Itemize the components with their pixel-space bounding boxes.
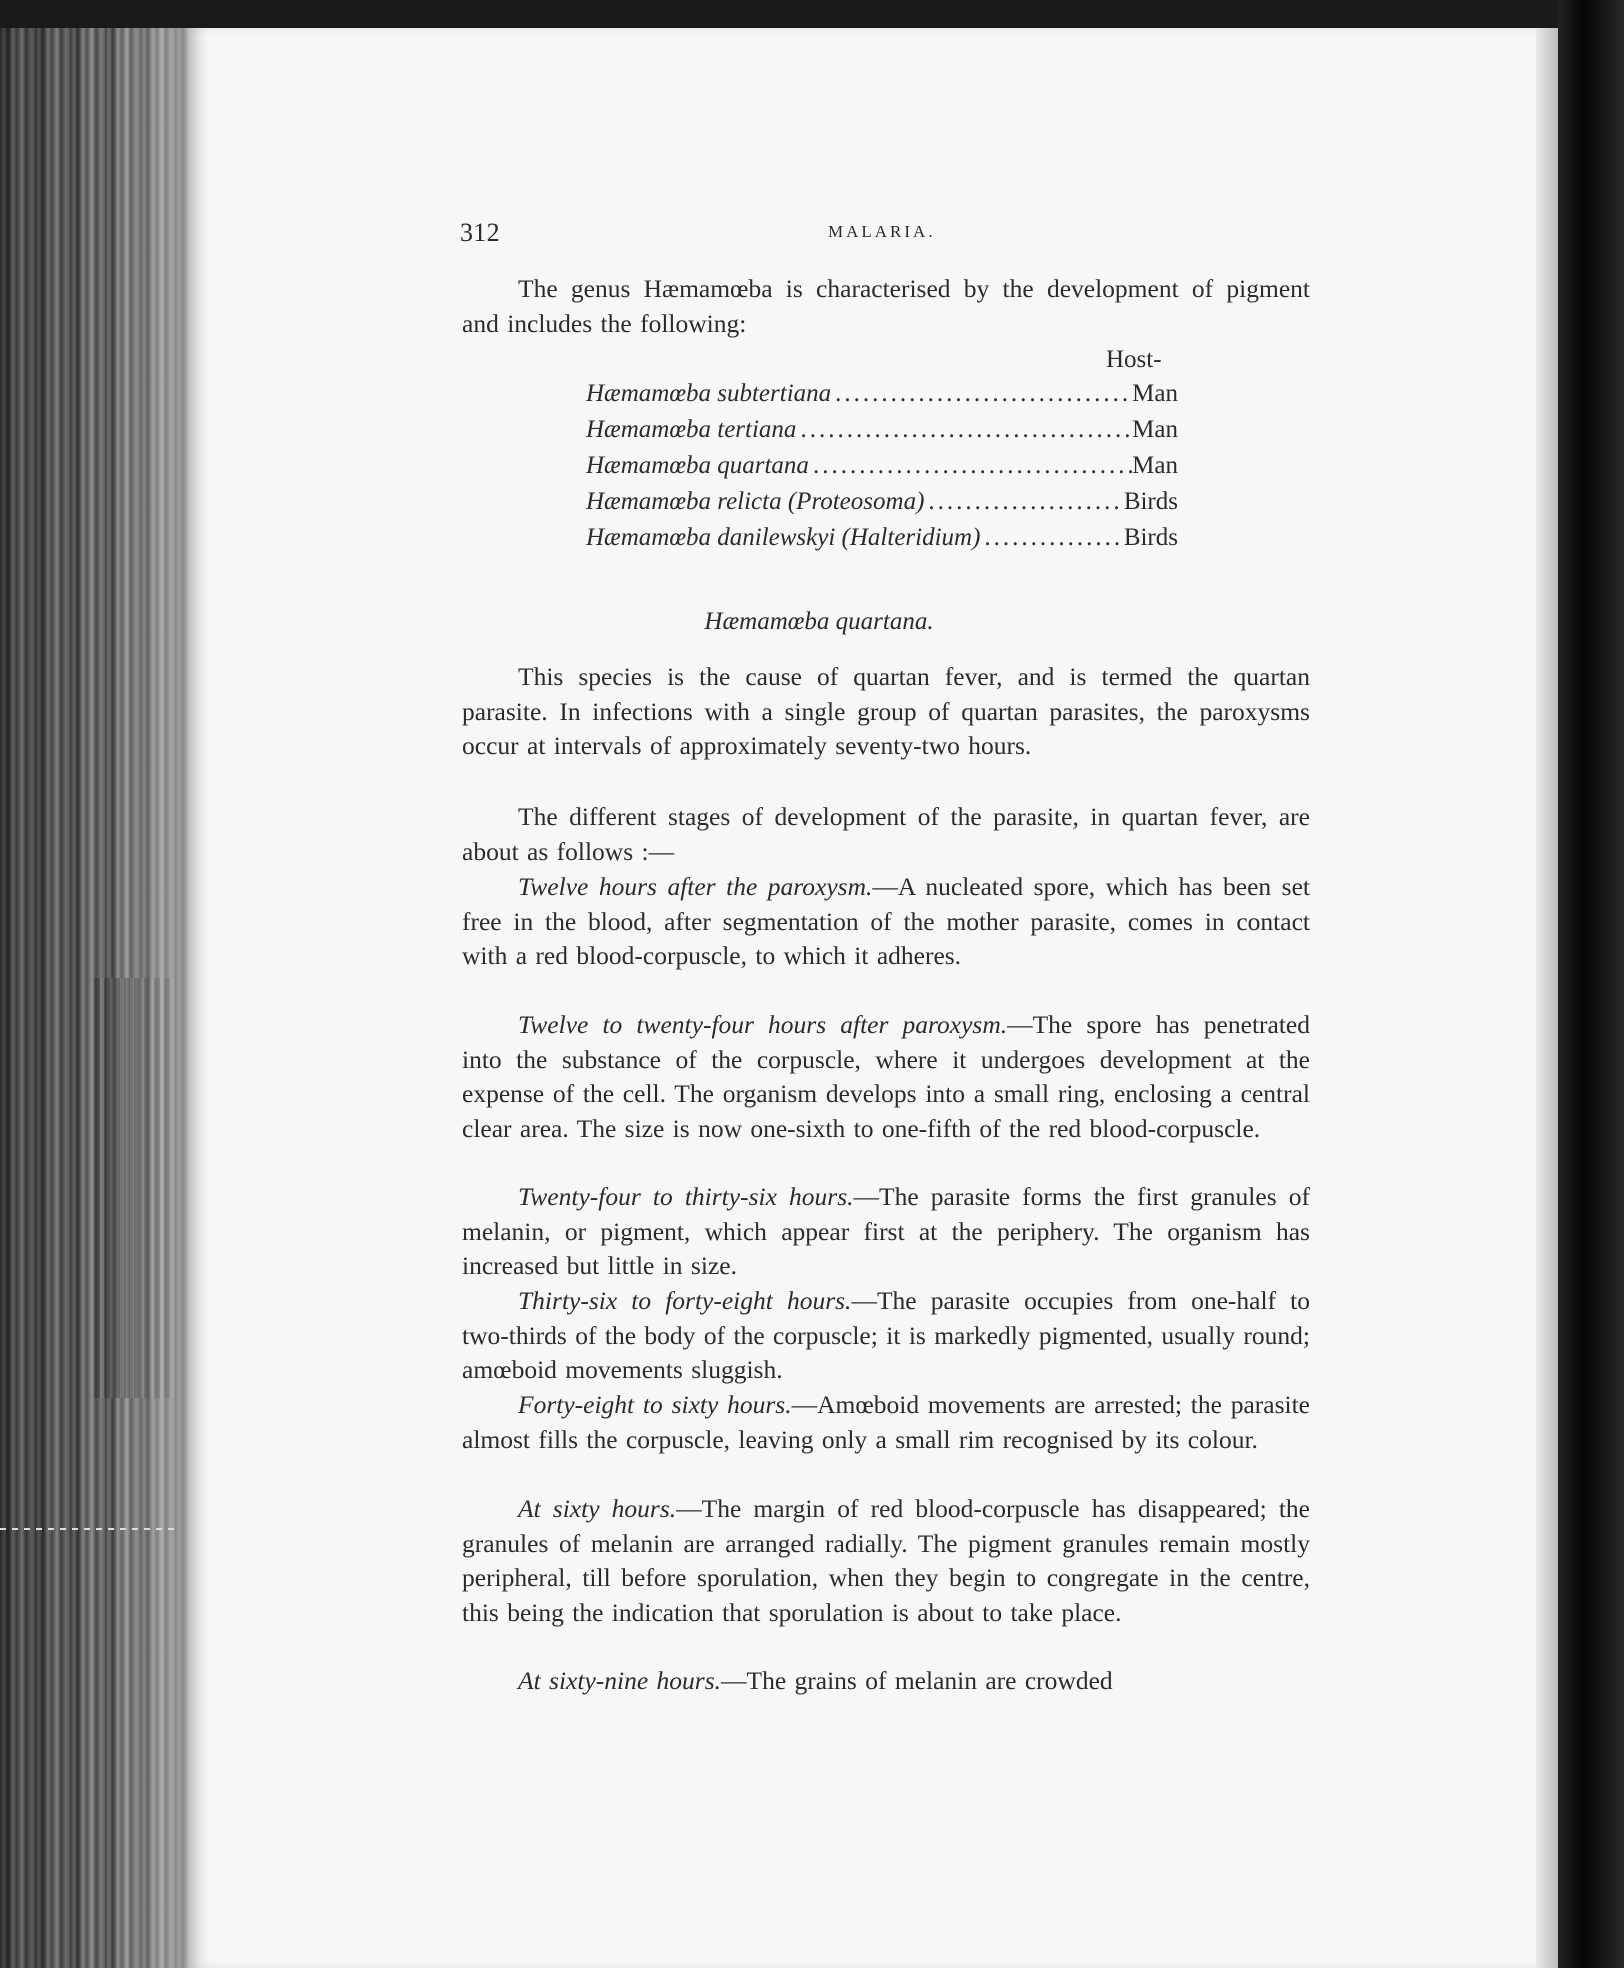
leader-dots xyxy=(980,524,1123,552)
paragraph-text: The different stages of development of the parasite, in quartan fever, are about as follows :— xyxy=(462,802,1310,866)
paragraph-lead: Twelve to twenty-four hours after paroxysm. xyxy=(518,1010,1008,1039)
paragraph-lead: Forty-eight to sixty hours. xyxy=(518,1390,792,1419)
section-title: Hæmamœba quartana. xyxy=(704,608,934,635)
paragraph-text: —The parasite occupies from one-half to two-thirds of the body of the corpuscle; it is markedly pigmented, usually round; amœboid movements sluggish. xyxy=(462,1286,1310,1385)
body-paragraph xyxy=(462,800,1310,869)
body-paragraph xyxy=(462,1284,1310,1388)
leader-dots xyxy=(831,380,1132,408)
leader-dots xyxy=(924,488,1123,516)
genus-row xyxy=(586,488,1178,524)
genus-row xyxy=(586,416,1178,452)
paragraph-text: This species is the cause of quartan fever, and is termed the quartan parasite. In infections with a single group of quartan parasites, the paroxysms occur at intervals of approximately seventy-two hours. xyxy=(462,662,1310,761)
genus-host: Birds xyxy=(1123,488,1178,515)
scan-top-border xyxy=(0,0,1624,28)
body-paragraph xyxy=(462,1492,1310,1631)
genus-name: Hæmamœba subtertiana xyxy=(586,380,832,407)
body-paragraph xyxy=(462,1388,1310,1457)
genus-name: Hæmamœba quartana xyxy=(586,452,809,479)
paragraph-text: —The parasite forms the first granules of melanin, or pigment, which appear first at the periphery. The organism has increased but little in size. xyxy=(462,1182,1310,1281)
body-paragraph xyxy=(462,870,1310,974)
body-paragraph xyxy=(462,1664,1310,1699)
paragraph-text: —Amœboid movements are arrested; the parasite almost fills the corpuscle, leaving only a small rim recognised by its colour. xyxy=(462,1390,1310,1454)
paragraph-text: —The spore has penetrated into the substance of the corpuscle, where it undergoes development at the expense of the cell. The organism develops into a small ring, enclosing a central clear area. The size is now one-sixth to one-fifth of the red blood-corpuscle. xyxy=(462,1010,1310,1144)
paragraph-lead: Twenty-four to thirty-six hours. xyxy=(518,1182,854,1211)
genus-host: Man xyxy=(1132,452,1178,479)
body-paragraph xyxy=(462,1180,1310,1284)
paragraph-lead: At sixty hours. xyxy=(518,1494,677,1523)
scan-artifact-line xyxy=(0,1528,180,1530)
book-page-edges xyxy=(0,28,190,1968)
genus-row xyxy=(586,380,1178,416)
genus-name: Hæmamœba danilewskyi (Halteridium) xyxy=(586,524,981,551)
genus-row xyxy=(586,524,1178,560)
library-stamp xyxy=(94,978,174,1398)
genus-host: Man xyxy=(1132,416,1178,443)
paragraph-lead: Thirty-six to forty-eight hours. xyxy=(518,1286,852,1315)
genus-name: Hæmamœba tertiana xyxy=(586,416,797,443)
host-column-label: Host- xyxy=(1106,346,1162,373)
body-paragraph xyxy=(462,660,1310,764)
intro-paragraph xyxy=(462,272,1310,341)
intro-text: The genus Hæmamœba is characterised by the development of pigment and includes the following: xyxy=(462,274,1310,338)
genus-list xyxy=(586,380,1178,560)
page-right-edge xyxy=(1536,28,1558,1968)
paragraph-text: —A nucleated spore, which has been set free in the blood, after segmentation of the mother parasite, comes in contact with a red blood-corpuscle, to which it adheres. xyxy=(462,872,1310,971)
body-paragraph xyxy=(462,1008,1310,1147)
paragraph-lead: Twelve hours after the paroxysm. xyxy=(518,872,873,901)
genus-host: Man xyxy=(1132,380,1178,407)
paragraph-text: —The grains of melanin are crowded xyxy=(721,1666,1113,1695)
genus-name: Hæmamœba relicta (Proteosoma) xyxy=(586,488,925,515)
paragraph-text: —The margin of red blood-corpuscle has disappeared; the granules of melanin are arranged radially. The pigment granules remain mostly peripheral, till before sporulation, when they begin to congregate in the centre, this being the indication that sporulation is about to take place. xyxy=(462,1494,1310,1628)
genus-host: Birds xyxy=(1123,524,1178,551)
leader-dots xyxy=(796,416,1132,444)
book-cover-edge xyxy=(1558,0,1624,1968)
page-number: 312 xyxy=(460,218,500,247)
genus-row xyxy=(586,452,1178,488)
leader-dots xyxy=(809,452,1132,480)
paragraph-lead: At sixty-nine hours. xyxy=(518,1666,722,1695)
running-head: MALARIA. xyxy=(828,222,936,241)
